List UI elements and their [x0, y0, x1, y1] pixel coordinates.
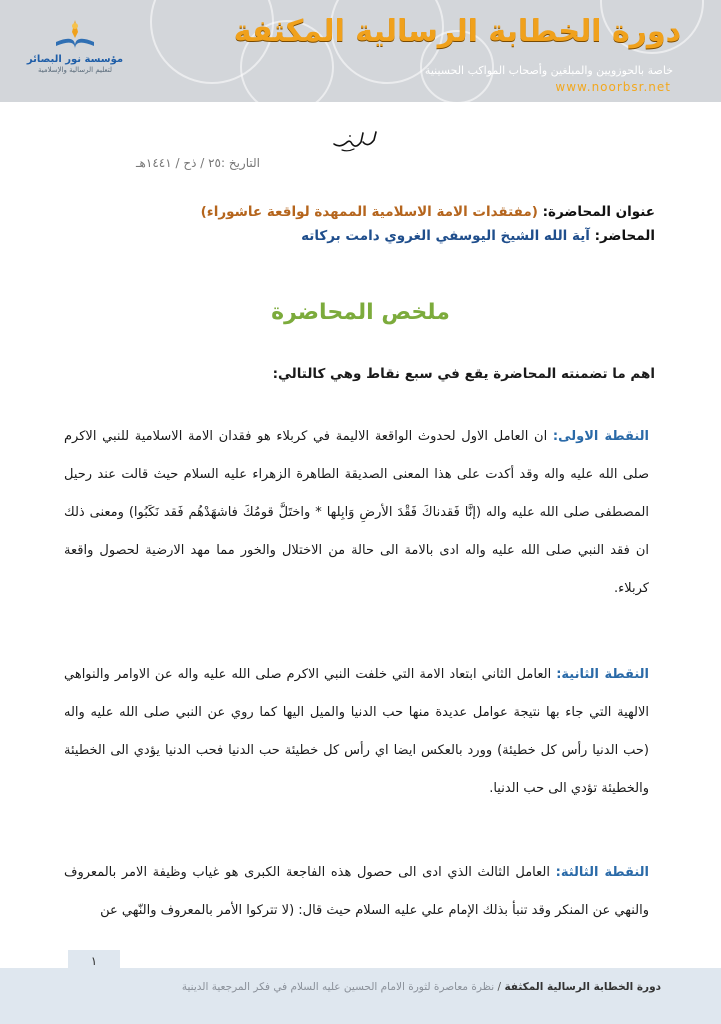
footer-course: دورة الخطابة الرسالية المكثفة	[504, 981, 661, 993]
point-label: النقطة الثانية:	[556, 667, 649, 682]
point-text: ان العامل الاول لحدوث الواقعة الاليمة في كربلاء هو فقدان الامة الاسلامية للنبي الاكرم صلى الله عليه واله وقد أكدت على هذا المعنى الصديقة الطاهرة الزهراء عليه السلام حيث قالت عند رحيل المصطفى صلى الله عليه واله (إنَّا فَقدناكَ فَقْدَ الأرضِ وَابِلها * واختَلَّ قومُكَ فاشهَدْهُم فَقد نَكَبُوا) ومعنى ذلك ان فقد النبي صلى الله عليه واله ادى بالامة الى حالة من الاختلال والخور مما مهد الارضية لحصول واقعة كربلاء.	[64, 429, 649, 596]
point-text: العامل الثاني ابتعاد الامة التي خلفت النبي الاكرم صلى الله عليه واله عن الاوامر والنواهي الالهية التي جاء بها نتيجة عوامل عديدة منها حب الدنيا والميل اليها كما روي عن النبي صلى الله عليه واله (حب الدنيا رأس كل خطيئة) وورد بالعكس ايضا اي رأس كل خطيئة حب الدنيا فحب الدنيا يؤدي الى الخطيئة والخطيئة تؤدي الى حب الدنيا.	[64, 667, 649, 796]
point-2	[64, 656, 649, 808]
lecture-date: التاريخ :٢٥ / ذح / ١٤٤١هـ	[136, 156, 260, 170]
point-3	[64, 854, 649, 930]
point-label: النقطة الثالثة:	[555, 865, 649, 880]
lecture-title-line	[65, 204, 655, 220]
page-number: ١	[68, 950, 120, 972]
course-subtitle: خاصة بالحوزويين والمبلغين وأصحاب المواكب الحسينية	[424, 64, 673, 77]
footer-caption	[41, 981, 661, 993]
point-1	[64, 418, 649, 608]
summary-heading: ملخص المحاضرة	[271, 300, 450, 325]
header-banner	[0, 0, 721, 102]
logo-tagline: لتعليم الرسالية والإسلامية	[37, 66, 113, 74]
lecturer-line	[65, 228, 655, 244]
logo-name: مؤسسة نور البصائر	[26, 54, 124, 65]
page-footer	[0, 968, 721, 1024]
intro-text: اهم ما تضمنته المحاضرة يقع في سبع نقاط وهي كالتالي:	[272, 366, 655, 382]
book-light-icon	[52, 16, 98, 50]
footer-separator: /	[494, 981, 505, 993]
point-text: العامل الثالث الذي ادى الى حصول هذه الفاجعة الكبرى هو غياب وظيفة الامر بالمعروف والنهي عن المنكر وقد تنبأ بذلك الإمام علي عليه السلام حيث قال: (لا تتركوا الأمر بالمعروف والنّهي عن	[64, 865, 649, 918]
lecture-title-label: عنوان المحاضرة:	[542, 204, 655, 220]
footer-lecture: نظرة معاصرة لثورة الامام الحسين عليه السلام في فكر المرجعية الدينية	[181, 981, 495, 993]
course-title: دورة الخطابة الرسالية المكثفة	[233, 14, 681, 49]
website-link[interactable]: www.noorbsr.net	[555, 80, 671, 94]
lecture-title-value: (مفتقدات الامة الاسلامية الممهدة لواقعة عاشوراء)	[200, 204, 538, 220]
lecturer-name: آية الله الشيخ اليوسفي الغروي دامت بركاته	[301, 228, 590, 244]
organization-logo	[20, 16, 130, 74]
point-label: النقطة الاولى:	[552, 429, 649, 444]
basmala-calligraphy	[330, 128, 380, 154]
lecturer-label: المحاضر:	[594, 228, 655, 244]
